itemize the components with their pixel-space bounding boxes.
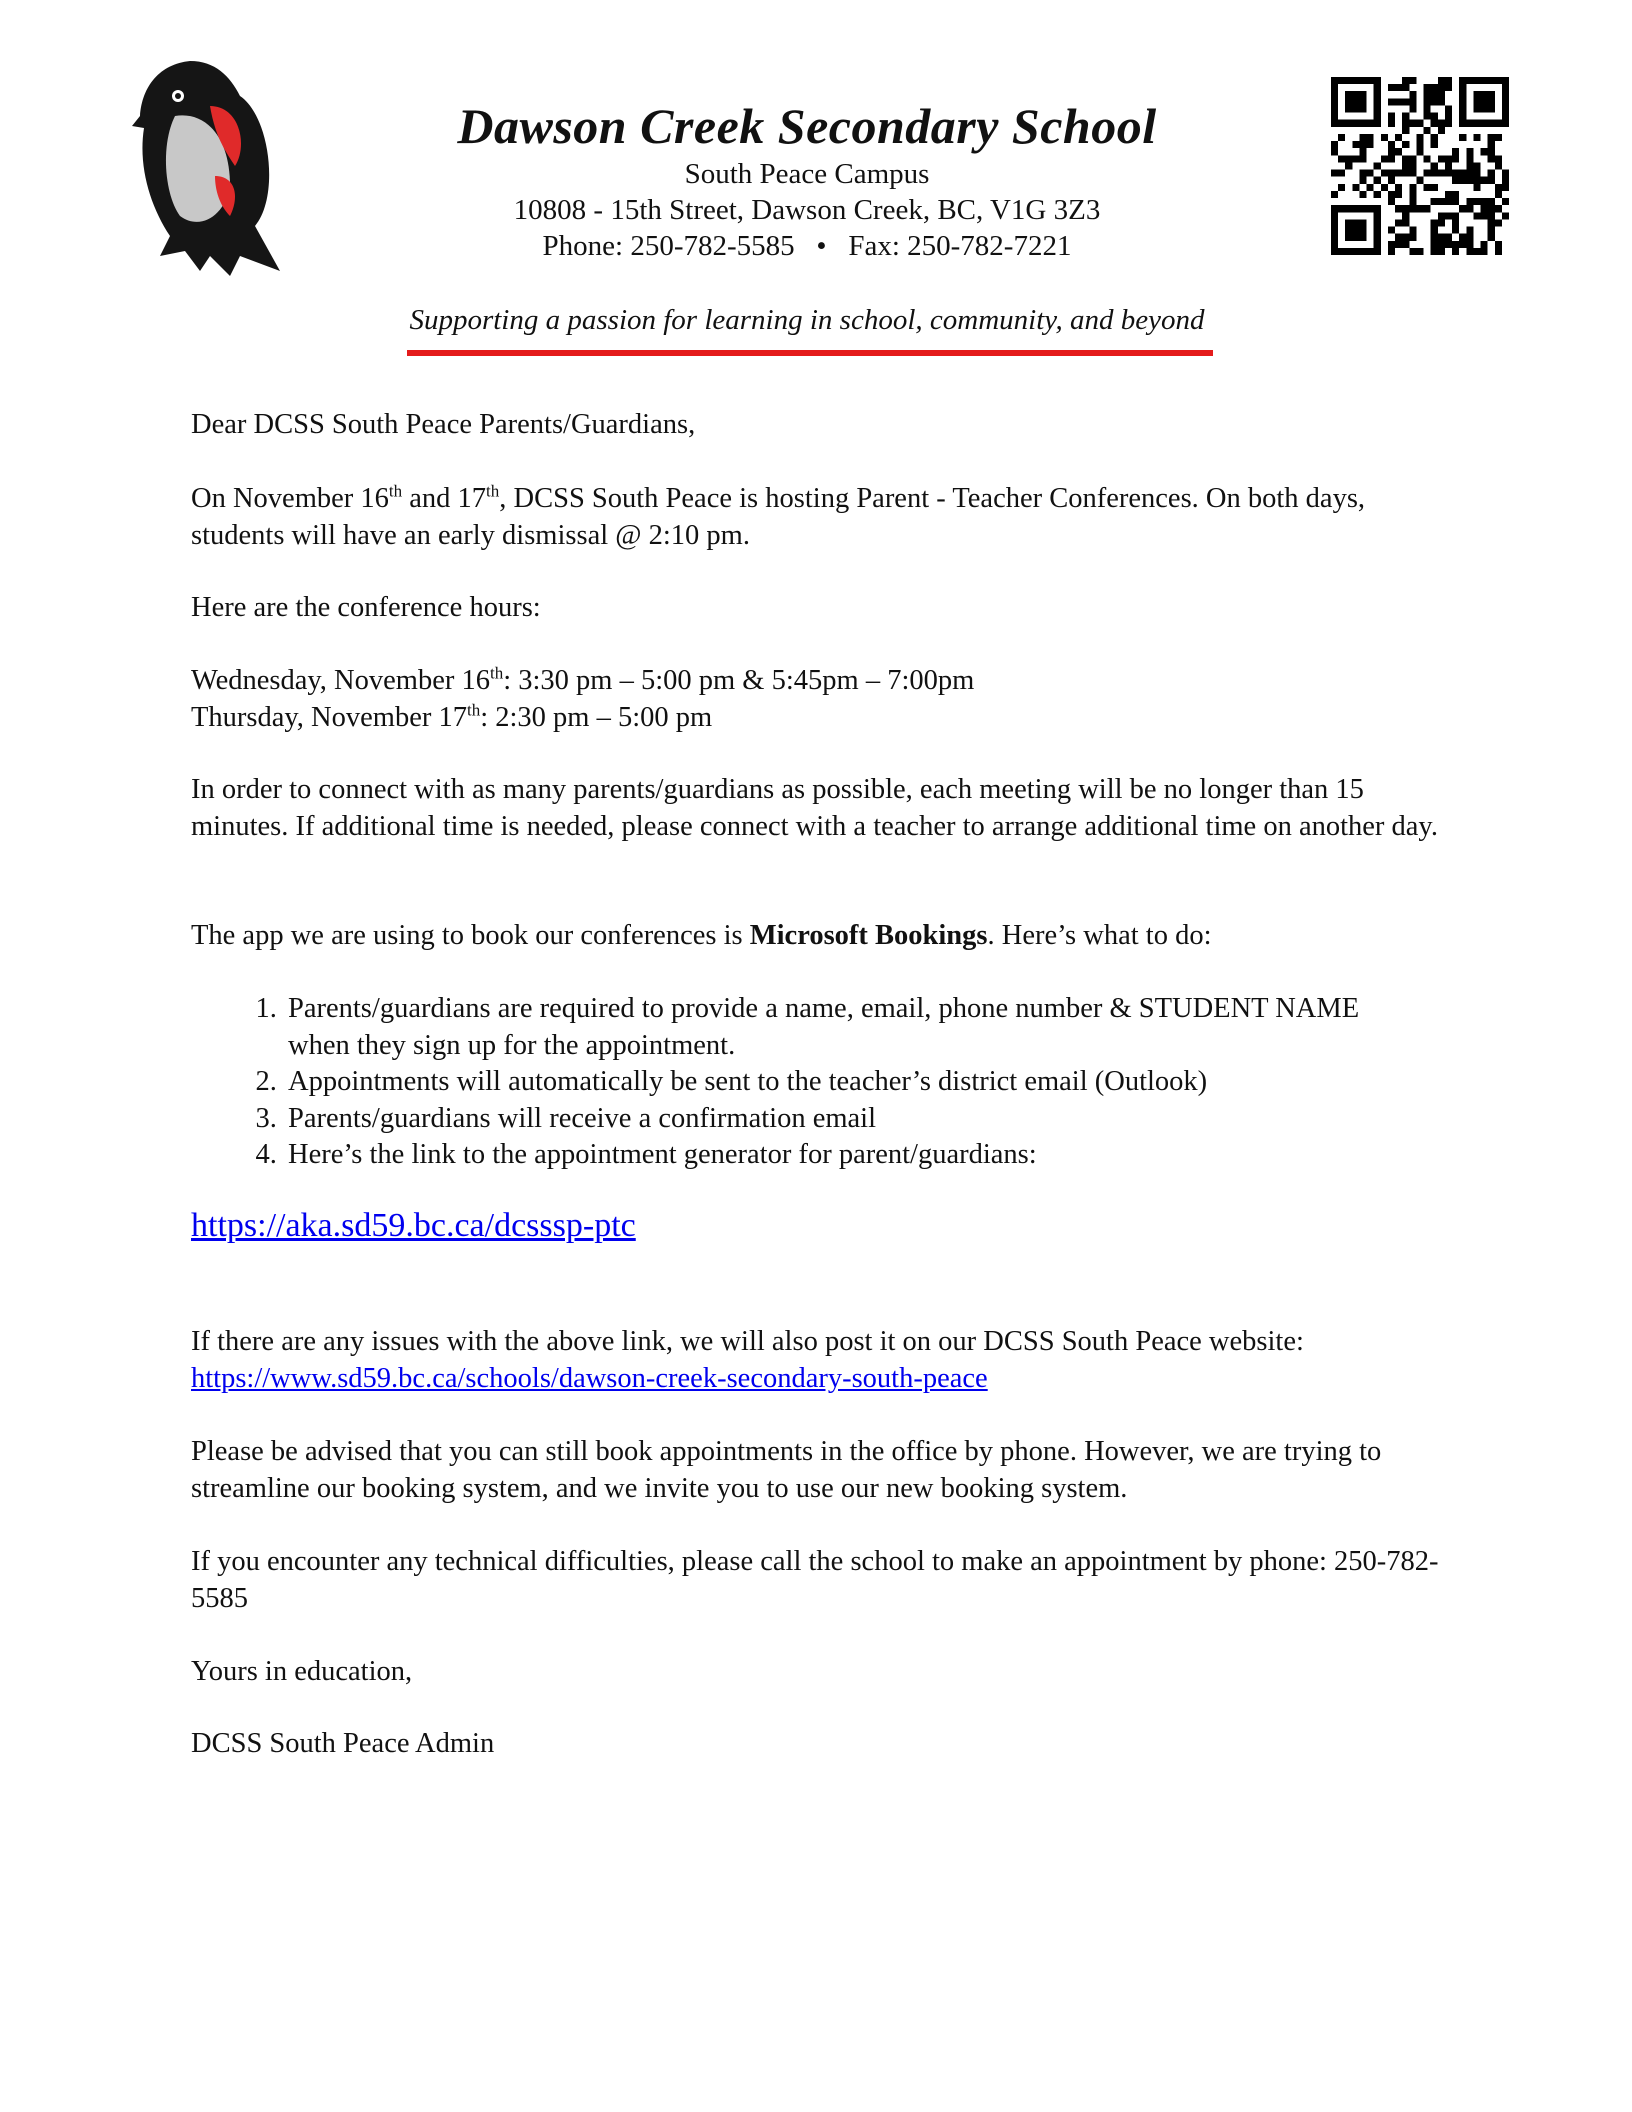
paragraph-duration: In order to connect with as many parents/guardians as possible, each meeting will be no longer than 15 minutes. If additional time is needed, please connect with a teacher to arrange additional time on another day. bbox=[191, 774, 1438, 842]
text: Wednesday, November 16 bbox=[191, 665, 490, 696]
booking-link-line bbox=[191, 1208, 1451, 1247]
text: On November 16 bbox=[191, 483, 389, 514]
hours-list bbox=[191, 663, 1451, 736]
closing: Yours in education, bbox=[191, 1656, 413, 1687]
tagline: Supporting a passion for learning in school, community, and beyond bbox=[409, 304, 1205, 336]
hours-thursday bbox=[191, 700, 1451, 737]
text: If there are any issues with the above link, we will also post it on our DCSS South Peace website: bbox=[191, 1326, 1304, 1357]
sup: th bbox=[388, 481, 403, 501]
greeting: Dear DCSS South Peace Parents/Guardians, bbox=[191, 409, 696, 440]
sup: th bbox=[466, 700, 481, 720]
paragraph-phone-booking: Please be advised that you can still book appointments in the office by phone. However, we are trying to streamline our booking system, and we invite you to use our new booking system. bbox=[191, 1436, 1382, 1504]
website-link[interactable]: https://www.sd59.bc.ca/schools/dawson-creek-secondary-south-peace bbox=[191, 1362, 988, 1394]
text: and 17 bbox=[402, 483, 487, 514]
sup: th bbox=[486, 481, 500, 501]
fax: Fax: 250-782-7221 bbox=[848, 230, 1072, 262]
campus-name: South Peace Campus bbox=[684, 158, 930, 190]
text: : 2:30 pm – 5:00 pm bbox=[480, 701, 713, 733]
hours-wednesday bbox=[191, 663, 1451, 700]
divider-line bbox=[407, 350, 1213, 356]
sup: th bbox=[489, 663, 504, 683]
hours-intro: Here are the conference hours: bbox=[191, 592, 541, 623]
qr-code[interactable] bbox=[1331, 76, 1509, 256]
text: Thursday, November 17 bbox=[191, 701, 467, 733]
phone: Phone: 250-782-5585 bbox=[542, 230, 795, 262]
signature: DCSS South Peace Admin bbox=[191, 1728, 495, 1759]
steps-list bbox=[191, 991, 1401, 1174]
step-item: 1. Parents/guardians are required to provide a name, email, phone number & STUDENT NAME when they sign up for the appointment. bbox=[284, 991, 1401, 1064]
text: , DCSS South Peace is hosting Parent - Teacher Conferences. On both days, students will have an early dismissal @ 2:10 pm. bbox=[191, 483, 1366, 551]
paragraph-intro bbox=[191, 481, 1451, 554]
paragraph-issues bbox=[191, 1324, 1451, 1397]
text: : 3:30 pm – 5:00 pm & 5:45pm – 7:00pm bbox=[503, 665, 975, 696]
paragraph-app bbox=[191, 918, 1451, 955]
text: The app we are using to book our conferences is bbox=[191, 920, 750, 951]
school-name: Dawson Creek Secondary School bbox=[457, 98, 1157, 154]
step-item: 2. Appointments will automatically be sent to the teacher’s district email (Outlook) bbox=[284, 1064, 1401, 1101]
step-item: 3. Parents/guardians will receive a confirmation email bbox=[284, 1101, 1401, 1138]
text: . Here’s what to do: bbox=[987, 920, 1212, 951]
step-item: 4. Here’s the link to the appointment generator for parent/guardians: bbox=[284, 1137, 1401, 1174]
school-address: 10808 - 15th Street, Dawson Creek, BC, V1G 3Z3 bbox=[513, 194, 1101, 226]
app-name: Microsoft Bookings bbox=[749, 920, 988, 951]
booking-link[interactable]: https://aka.sd59.bc.ca/dcsssp-ptc bbox=[191, 1207, 636, 1244]
paragraph-technical: If you encounter any technical difficulties, please call the school to make an appointment by phone: 250-782-5585 bbox=[191, 1546, 1439, 1614]
bullet-separator: • bbox=[816, 230, 827, 262]
